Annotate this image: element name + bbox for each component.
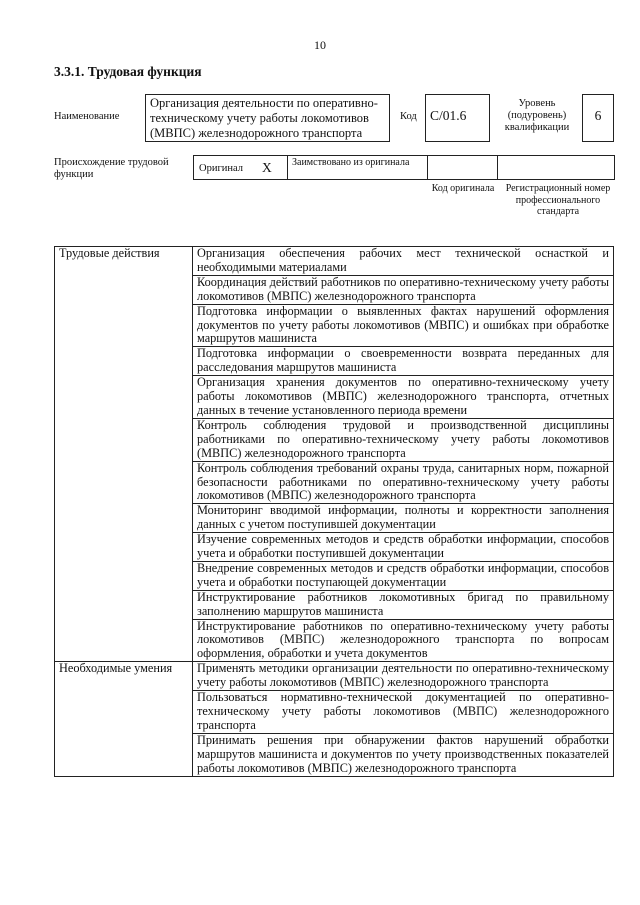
labor-action-item: Внедрение современных методов и средств обработки информации, способов учета и обработки поступающей документации: [193, 561, 614, 590]
original-mark: X: [262, 160, 272, 175]
section-title-required-skills: Необходимые умения: [55, 662, 193, 776]
code-label: Код: [400, 111, 417, 122]
labor-action-item: Инструктирование работников локомотивных бригад по правильному заполнению маршрутов машиниста: [193, 590, 614, 619]
table-row: [55, 662, 614, 691]
skill-item: Пользоваться нормативно-технической документацией по оперативно-техническому учету работы локомотивов (МВПС) железнодорожного транспорта: [193, 691, 614, 734]
labor-action-item: Организация хранения документов по оперативно-техническому учету работы локомотивов (МВПС) железнодорожного транспорта, отчетных данных в течение установленного периода времени: [193, 376, 614, 419]
labor-action-item: Контроль соблюдения требований охраны труда, санитарных норм, пожарной безопасности работниками по оперативно-техническому учету работы локомотивов (МВПС) железнодорожного транспорта: [193, 461, 614, 504]
level-value: 6: [582, 94, 614, 142]
labor-action-item: Мониторинг вводимой информации, полноты и корректности заполнения данных с учетом поступившей документации: [193, 504, 614, 533]
code-original-label: Код оригинала: [431, 183, 495, 194]
labor-functions-table: [54, 246, 614, 777]
labor-action-item: Изучение современных методов и средств обработки информации, способов учета и обработки поступившей документации: [193, 533, 614, 562]
reg-number-label: Регистрационный номер профессионального стандарта: [505, 183, 611, 217]
divider: [427, 156, 428, 179]
labor-action-item: Подготовка информации о выявленных фактах нарушений оформления документов по учету работы локомотивов (МВПС) и ошибках при обработке маршрутов машиниста: [193, 304, 614, 347]
original-label: Оригинал: [199, 163, 243, 174]
origin-table: [193, 155, 615, 180]
divider: [287, 156, 288, 179]
section-title: 3.3.1. Трудовая функция: [54, 64, 202, 79]
labor-action-item: Инструктирование работников по оперативно-техническому учету работы локомотивов (МВПС) железнодорожного транспорта по вопросам оформления, обработки и учета документов: [193, 619, 614, 662]
divider: [497, 156, 498, 179]
labor-action-item: Подготовка информации о своевременности возврата переданных для расследования маршрутов машиниста: [193, 347, 614, 376]
table-row: [55, 247, 614, 276]
section-title-labor-actions: Трудовые действия: [55, 247, 193, 662]
code-value: C/01.6: [425, 94, 490, 142]
origin-label: Происхождение трудовой функции: [54, 157, 169, 180]
name-label: Наименование: [54, 111, 120, 122]
borrowed-label: Заимствовано из оригинала: [292, 157, 410, 168]
labor-action-item: Координация действий работников по оперативно-техническому учету работы локомотивов (МВПС) железнодорожного транспорта: [193, 275, 614, 304]
page-number: 10: [314, 38, 326, 52]
level-label: Уровень (подуровень) квалификации: [504, 98, 570, 133]
labor-action-item: Организация обеспечения рабочих мест технической оснасткой и необходимыми материалами: [193, 247, 614, 276]
labor-action-item: Контроль соблюдения трудовой и производственной дисциплины работниками по оперативно-техническому учету работы локомотивов (МВПС) железнодорожного транспорта: [193, 418, 614, 461]
skill-item: Принимать решения при обнаружении фактов нарушений обработки маршрутов машиниста и документов по учету производственных показателей работы локомотивов (МВПС) железнодорожного транспорта: [193, 733, 614, 776]
skill-item: Применять методики организации деятельности по оперативно-техническому учету работы локомотивов (МВПС) железнодорожного транспорта: [193, 662, 614, 691]
name-value: Организация деятельности по оперативно-техническому учету работы локомотивов (МВПС) железнодорожного транспорта: [145, 94, 390, 142]
